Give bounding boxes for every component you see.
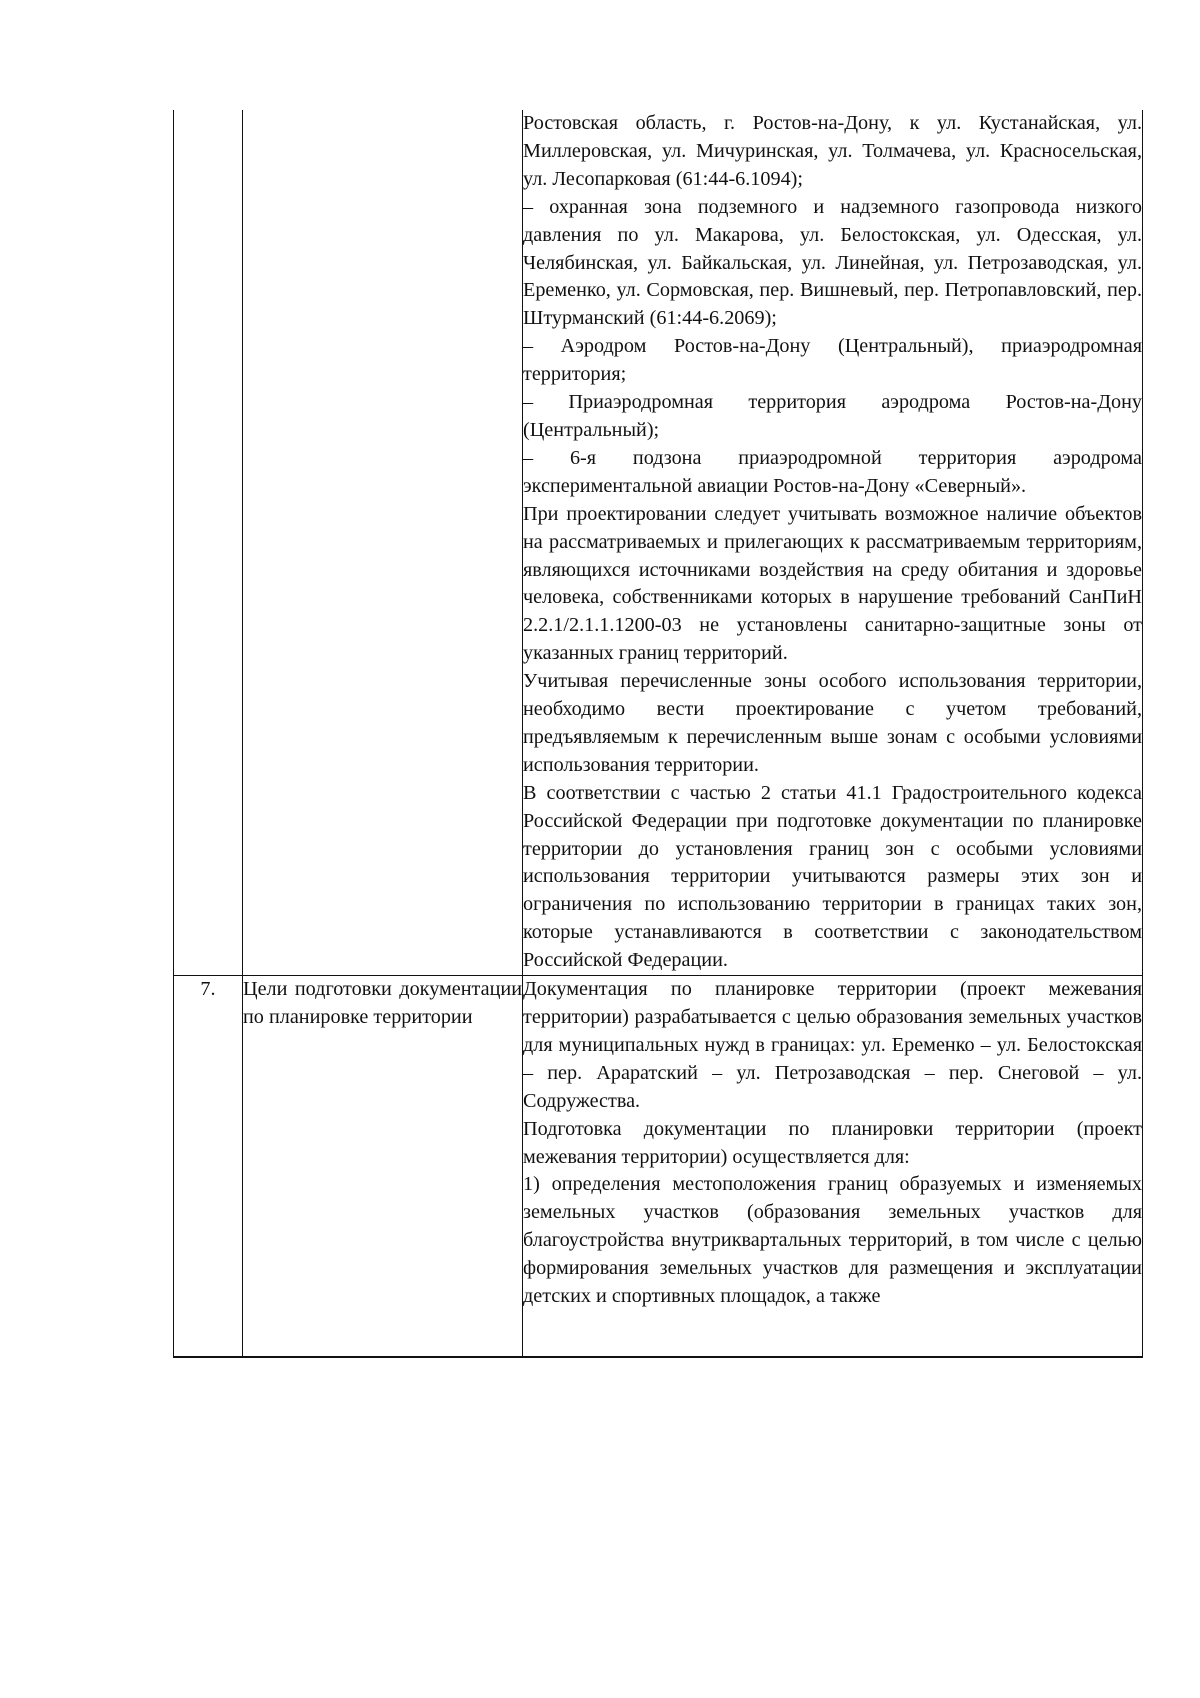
row-number-cell xyxy=(174,110,243,976)
paragraph: – Приаэродромная территория аэродрома Ростов-на-Дону (Центральный); xyxy=(523,391,1142,441)
row-name-cell: Цели подготовки документации по планировке территории xyxy=(243,976,523,1358)
paragraph: Учитывая перечисленные зоны особого использования территории, необходимо вести проектирование с учетом требований, предъявляемым к перечисленным выше зонам с особыми условиями использования территории. xyxy=(523,670,1142,776)
paragraph: – 6-я подзона приаэродромной территория аэродрома экспериментальной авиации Ростов-на-Дону «Северный». xyxy=(523,446,1142,497)
table-row xyxy=(174,110,1143,976)
paragraph: Подготовка документации по планировки территории (проект межевания территории) осуществляется для: xyxy=(523,1117,1142,1168)
paragraph: Документация по планировке территории (проект межевания территории) разрабатывается с целью образования земельных участков для муниципальных нужд в границах: ул. Еременко – ул. Белостокская – пер. Араратский – ул. Петрозаводская – пер. Снеговой – ул. Содружества. xyxy=(523,978,1142,1112)
paragraph: – охранная зона подземного и надземного газопровода низкого давления по ул. Макарова, ул. Белостокская, ул. Одесская, ул. Челябинская, ул. Байкальская, ул. Линейная, ул. Петрозаводская, ул. Еременко, ул. Сормовская, пер. Вишневый, пер. Петропавловский, пер. Штурманский (61:44-6.2069); xyxy=(523,195,1142,330)
row-content-cell xyxy=(523,110,1143,976)
row-name-cell xyxy=(243,110,523,976)
paragraph: При проектировании следует учитывать возможное наличие объектов на рассматриваемых и прилегающих к рассматриваемым территориям, являющихся источниками воздействия на среду обитания и здоровье человека, собственниками которых в нарушение требований СанПиН 2.2.1/2.1.1.1200-03 не установлены санитарно-защитные зоны от указанных границ территорий. xyxy=(523,502,1142,665)
paragraph: Ростовская область, г. Ростов-на-Дону, к ул. Кустанайская, ул. Миллеровская, ул. Мичуринская, ул. Толмачева, ул. Красносельская, ул. Лесопарковая (61:44-6.1094); xyxy=(523,112,1142,190)
paragraph: 1) определения местоположения границ образуемых и изменяемых земельных участков (образования земельных участков для благоустройства внутриквартальных территорий, в том числе с целью формирования земельных участков для размещения и эксплуатации детских и спортивных площадок, а также xyxy=(523,1173,1142,1308)
paragraph: В соответствии с частью 2 статьи 41.1 Градостроительного кодекса Российской Федерации при подготовке документации по планировке территории до установления границ зон с особыми условиями использования территории учитываются размеры этих зон и ограничения по использованию территории в границах таких зон, которые устанавливаются в соответствии с законодательством Российской Федерации. xyxy=(523,781,1142,972)
requirements-table xyxy=(173,110,1143,1358)
row-content-cell xyxy=(523,976,1143,1358)
table-row xyxy=(174,976,1143,1358)
row-number-cell: 7. xyxy=(174,976,243,1358)
content-clip xyxy=(523,976,1142,1356)
paragraph: – Аэродром Ростов-на-Дону (Центральный), приаэродромная территория; xyxy=(523,335,1142,386)
